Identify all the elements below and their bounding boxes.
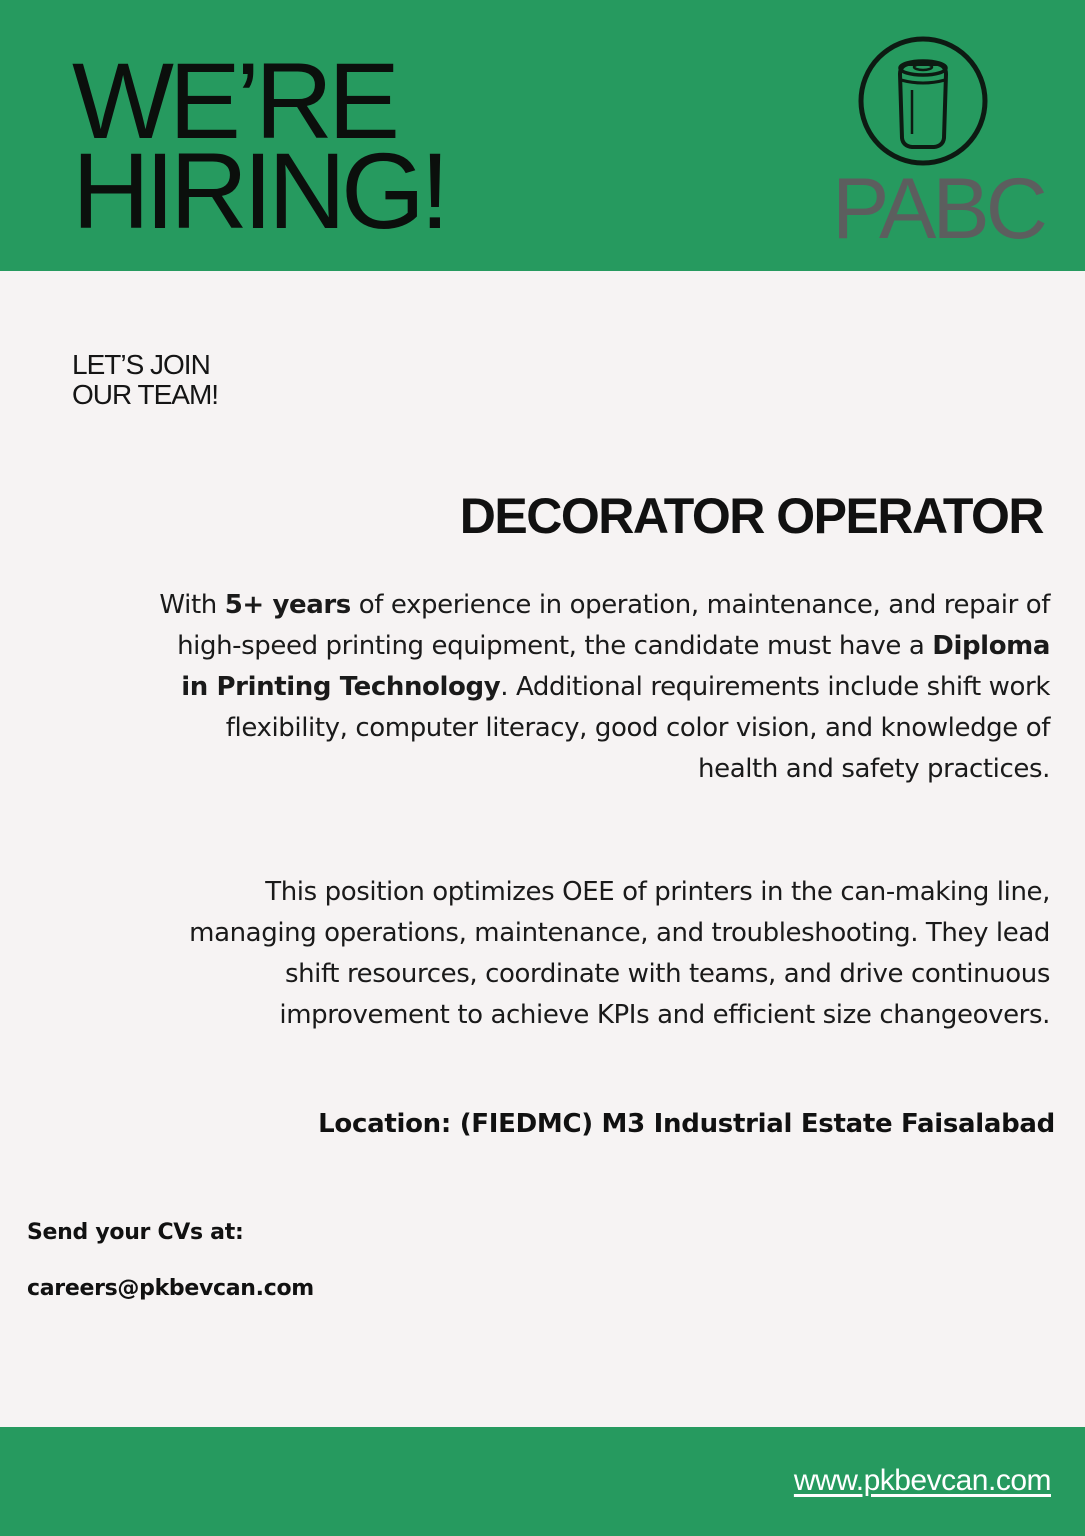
tagline-line-2: OUR TEAM! bbox=[72, 379, 219, 410]
careers-email[interactable]: careers@pkbevcan.com bbox=[27, 1276, 314, 1301]
tagline-line-1: LET’S JOIN bbox=[72, 349, 210, 380]
para1-text-3: . Additional requirements include shift work flexibility, computer literacy, good color vision, and knowledge of health and safety practices. bbox=[225, 672, 1050, 784]
company-logo-text: PABC bbox=[832, 161, 1044, 257]
job-location: Location: (FIEDMC) M3 Industrial Estate Faisalabad bbox=[318, 1109, 1055, 1139]
job-description-paragraph: This position optimizes OEE of printers in the can-making line, managing operations, maintenance, and troubleshooting. They lead shift resources, coordinate with teams, and drive continuous improvement to achieve KPIs and efficient size changeovers. bbox=[189, 877, 1050, 1030]
job-title: DECORATOR OPERATOR bbox=[459, 488, 1043, 544]
para1-text-1: With bbox=[159, 590, 225, 620]
website-link[interactable]: www.pkbevcan.com bbox=[793, 1464, 1051, 1497]
send-cv-label: Send your CVs at: bbox=[27, 1220, 244, 1245]
headline bbox=[72, 40, 446, 251]
tagline bbox=[72, 350, 218, 410]
para1-bold-diploma: Diploma in Printing Technology bbox=[181, 631, 1050, 702]
job-requirements-paragraph bbox=[150, 585, 1050, 790]
headline-line-1: WE’RE bbox=[72, 40, 395, 161]
headline-line-2: HIRING! bbox=[72, 130, 446, 251]
para1-bold-experience: 5+ years bbox=[224, 590, 351, 620]
para1-text-2: of experience in operation, maintenance, and repair of high-speed printing equipment, the candidate must have a bbox=[177, 590, 1050, 661]
